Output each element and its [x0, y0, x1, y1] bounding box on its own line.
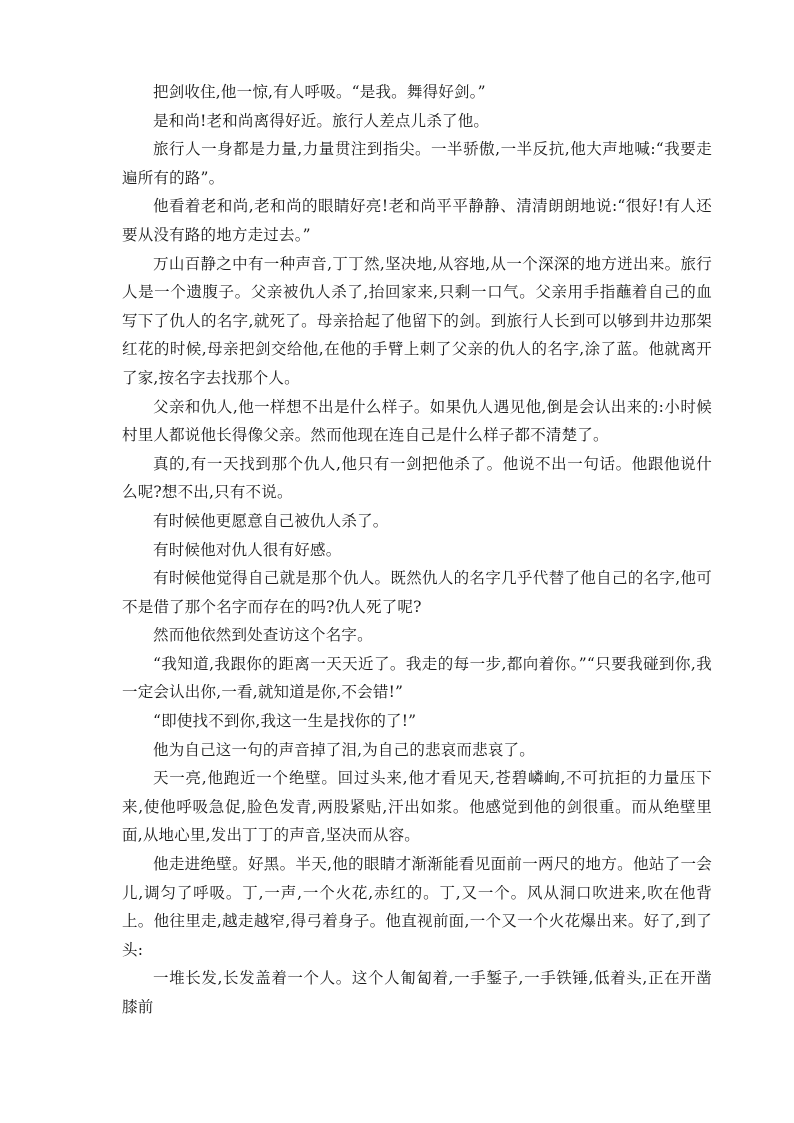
- paragraph: 旅行人一身都是力量,力量贯注到指尖。一半骄傲,一半反抗,他大声地喊:“我要走遍所有的路”。: [122, 140, 712, 187]
- paragraph: 父亲和仇人,他一样想不出是什么样子。如果仇人遇见他,倒是会认出来的:小时候村里人都说他长得像父亲。然而他现在连自己是什么样子都不清楚了。: [122, 397, 712, 445]
- paragraph: 他走进绝壁。好黑。半天,他的眼睛才渐渐能看见面前一两尺的地方。他站了一会儿,调匀了呼吸。丁,一声,一个火花,赤红的。丁,又一个。风从洞口吹进来,吹在他背上。他往里走,越走越窄,得弓着身子。他直视前面,一个又一个火花爆出来。好了,到了头:: [122, 855, 712, 959]
- paragraph: 一堆长发,长发盖着一个人。这个人匍匐着,一手錾子,一手铁锤,低着头,正在开凿膝前: [122, 969, 712, 1016]
- paragraph: “即使找不到你,我这一生是找你的了!”: [153, 712, 417, 731]
- paragraph: 真的,有一天找到那个仇人,他只有一剑把他杀了。他说不出一句话。他跟他说什么呢?想不出,只有不说。: [122, 454, 712, 502]
- paragraph: 有时候他更愿意自己被仇人杀了。: [153, 511, 389, 530]
- paragraph: 然而他依然到处查访这个名字。: [153, 626, 373, 645]
- paragraph: 天一亮,他跑近一个绝壁。回过头来,他才看见天,苍碧嶙峋,不可抗拒的力量压下来,使他呼吸急促,脸色发青,两股紧贴,汗出如浆。他感觉到他的剑很重。而从绝壁里面,从地心里,发出丁丁的声音,坚决而从容。: [122, 769, 712, 845]
- paragraph: 他看着老和尚,老和尚的眼睛好亮!老和尚平平静静、清清朗朗地说:“很好!有人还要从没有路的地方走过去。”: [122, 197, 712, 244]
- body-text: [122, 78, 712, 1022]
- paragraph: 是和尚!老和尚离得好近。旅行人差点儿杀了他。: [153, 111, 490, 130]
- paragraph: 把剑收住,他一惊,有人呼吸。“是我。舞得好剑。”: [153, 83, 486, 101]
- paragraph: 有时候他觉得自己就是那个仇人。既然仇人的名字几乎代替了他自己的名字,他可不是借了那个名字而存在的吗?仇人死了呢?: [122, 569, 712, 616]
- paragraph: 万山百静之中有一种声音,丁丁然,坚决地,从容地,从一个深深的地方迸出来。旅行人是一个遗腹子。父亲被仇人杀了,抬回家来,只剩一口气。父亲用手指蘸着自己的血写下了仇人的名字,就死了。母亲拾起了他留下的剑。到旅行人长到可以够到井边那架红花的时候,母亲把剑交给他,在他的手臂上刺了父亲的仇人的名字,涂了蓝。他就离开了家,按名字去找那个人。: [122, 254, 712, 387]
- paragraph: “我知道,我跟你的距离一天天近了。我走的每一步,都向着你。”“只要我碰到你,我一定会认出你,一看,就知道是你,不会错!”: [122, 654, 712, 702]
- paragraph: 他为自己这一句的声音掉了泪,为自己的悲哀而悲哀了。: [153, 740, 535, 759]
- paragraph: 有时候他对仇人很有好感。: [153, 540, 342, 559]
